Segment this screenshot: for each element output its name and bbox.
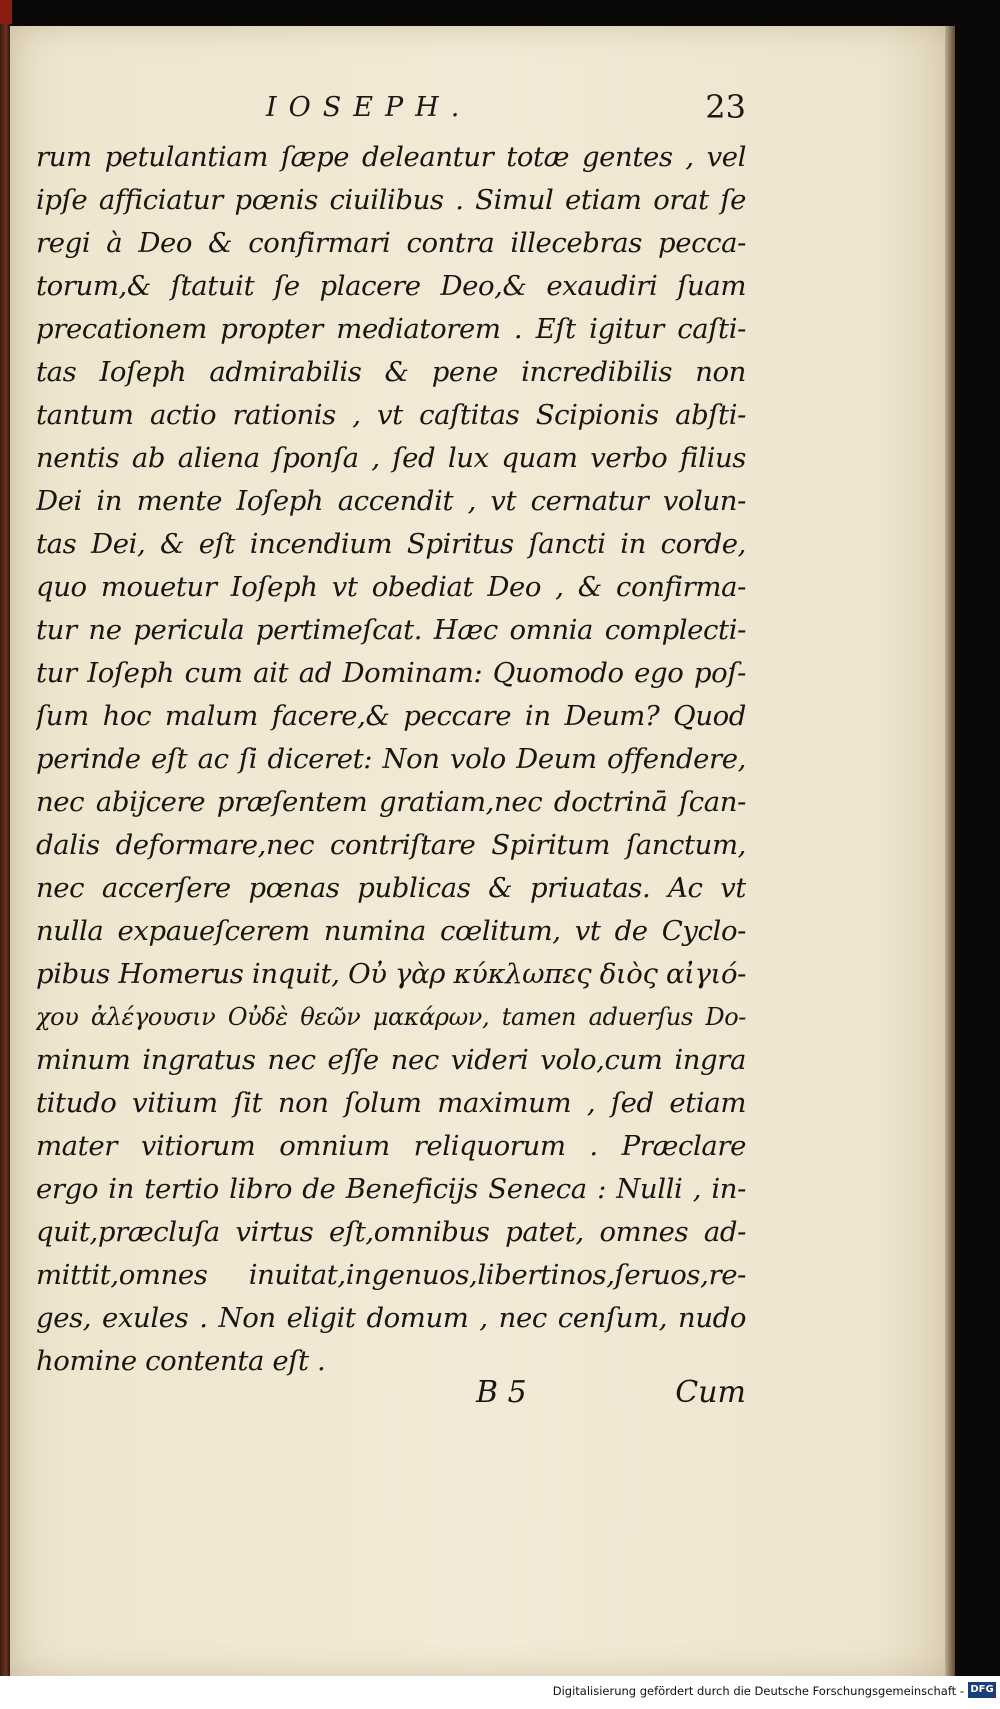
text-line: minum ingratus nec eſſe nec videri volo,cum ingra (36, 1044, 746, 1076)
text-line: tur Ioſeph cum ait ad Dominam: Quomodo ego poſ- (36, 657, 746, 689)
body-text (36, 136, 746, 1383)
text-line: tantum actio rationis , vt caſtitas Scipionis abſti- (36, 399, 746, 431)
signature-mark: B 5 (476, 1375, 527, 1410)
text-line: rum petulantiam ſæpe deleantur totæ gentes , vel (36, 141, 746, 173)
text-line: titudo vitium ſit non ſolum maximum , ſed etiam (36, 1087, 746, 1119)
text-line: nentis ab aliena ſponſa , ſed lux quam verbo filius (36, 442, 746, 474)
binding-mark (0, 0, 12, 24)
text-line: ſum hoc malum facere,& peccare in Deum? Quod (36, 700, 746, 732)
text-line: nec accerſere pœnas publicas & priuatas. Ac vt (36, 872, 746, 904)
page-edge-shadow (945, 26, 955, 1676)
text-line: dalis deformare,nec contriſtare Spiritum ſanctum, (36, 829, 746, 861)
text-line: mittit,omnes inuitat,ingenuos,libertinos,ſeruos,re- (36, 1259, 746, 1291)
text-line: quo mouetur Ioſeph vt obediat Deo , & confirma- (36, 571, 746, 603)
text-line: mater vitiorum omnium reliquorum . Præclare (36, 1130, 746, 1162)
text-line: pibus Homerus inquit, Οὐ γὰρ κύκλωπες διὸς αἰγιό- (36, 958, 746, 990)
text-line: torum,& ſtatuit ſe placere Deo,& exaudiri ſuam (36, 270, 746, 302)
text-line: perinde eſt ac ſi diceret: Non volo Deum offendere, (36, 743, 746, 775)
text-line: ergo in tertio libro de Beneficijs Seneca : Nulli , in- (36, 1173, 746, 1205)
text-line: Dei in mente Ioſeph accendit , vt cernatur volun- (36, 485, 746, 517)
text-line: tas Dei, & eſt incendium Spiritus ſancti in corde, (36, 528, 746, 560)
text-line: ipſe afficiatur pœnis ciuilibus . Simul etiam orat ſe (36, 184, 746, 216)
text-line: tas Ioſeph admirabilis & pene incredibilis non (36, 356, 746, 388)
page-number: 23 (705, 88, 746, 126)
running-title: IOSEPH. (266, 92, 472, 123)
text-line: nulla expaueſcerem numina cœlitum, vt de Cyclo- (36, 915, 746, 947)
text-line: regi à Deo & confirmari contra illecebras pecca- (36, 227, 746, 259)
text-line: nec abijcere præſentem gratiam,nec doctrinā ſcan- (36, 786, 746, 818)
running-head (36, 88, 746, 132)
text-line: tur ne pericula pertimeſcat. Hæc omnia complecti- (36, 614, 746, 646)
book-edge (0, 0, 10, 1680)
text-line: quit,præcluſa virtus eſt,omnibus patet, omnes ad- (36, 1216, 746, 1248)
text-line: ges, exules . Non eligit domum , nec cenſum, nudo (36, 1302, 746, 1334)
catchword: Cum (675, 1375, 746, 1410)
digitization-credit: Digitalisierung gefördert durch die Deutsche Forschungsgemeinschaft - (552, 1684, 964, 1698)
scan-background-top (0, 0, 1000, 26)
dfg-logo-icon: DFG (968, 1682, 996, 1698)
text-line: homine contenta eſt . (36, 1345, 326, 1377)
text-line: precationem propter mediatorem . Eſt igitur caſti- (36, 313, 746, 345)
text-line-greek: χου ἀλέγουσιν Οὐδὲ θεῶν μακάρων, tamen aduerſus Do- (36, 1003, 746, 1031)
page-footer (36, 1375, 746, 1425)
